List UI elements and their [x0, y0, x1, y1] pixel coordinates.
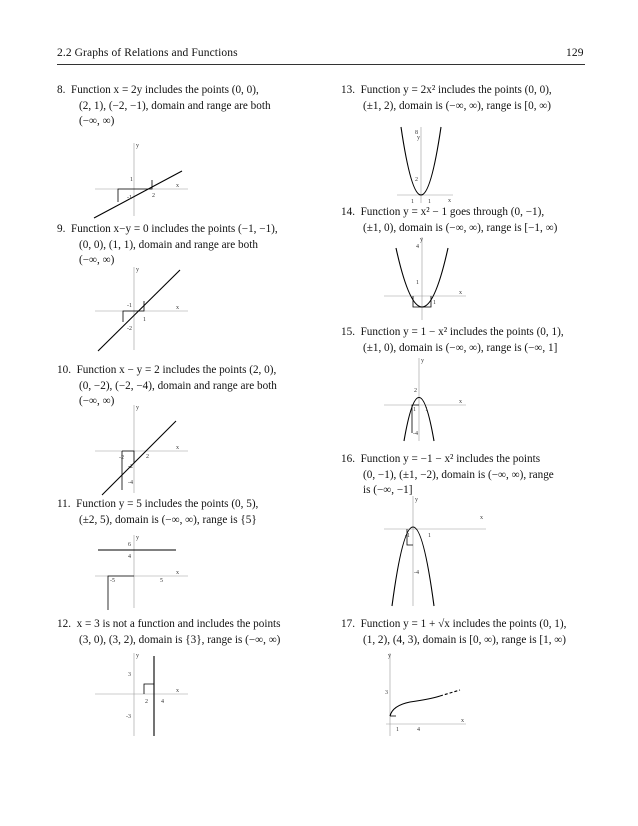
problem-13	[341, 83, 591, 114]
tick-label: -1	[127, 303, 132, 309]
problem-text-line: (−∞, ∞)	[79, 395, 115, 408]
running-header-title: 2.2 Graphs of Relations and Functions	[57, 47, 238, 59]
problem-text-line: (3, 0), (3, 2), domain is {3}, range is (−∞, ∞)	[79, 633, 281, 646]
sqrt-curve	[390, 696, 440, 716]
tick-label: -3	[126, 714, 131, 720]
problem-number: 13.	[341, 84, 355, 96]
problem-17	[341, 617, 591, 648]
problem-text-line: Function y = −1 − x² includes the points	[360, 453, 541, 465]
problem-14	[341, 205, 591, 236]
x-axis-label: x	[448, 198, 451, 204]
y-axis-label: y	[136, 535, 139, 541]
y-axis-label: y	[388, 653, 391, 659]
problem-text-line: (±1, 2), domain is (−∞, ∞), range is [0, ∞)	[363, 99, 551, 112]
tick-label: -2	[127, 326, 132, 332]
problem-text-line: Function y = 5 includes the points (0, 5),	[76, 498, 259, 510]
tick-label: 2	[146, 454, 149, 460]
graph-problem-11	[90, 530, 200, 610]
x-axis-label: x	[459, 290, 462, 296]
page-number: 129	[566, 47, 584, 59]
problem-number: 17.	[341, 618, 355, 630]
tick-label: 1	[411, 199, 414, 205]
x-axis-label: x	[459, 399, 462, 405]
problem-text-line: Function y = 2x² includes the points (0, 0),	[360, 84, 552, 96]
tick-label: 1	[428, 199, 431, 205]
x-axis-label: x	[480, 515, 483, 521]
problem-number: 8.	[57, 84, 66, 96]
problem-text-line: (±1, 0), domain is (−∞, ∞), range is [−1, ∞)	[363, 221, 558, 234]
tick-label: -1	[405, 533, 410, 539]
problem-text-line: (0, −1), (±1, −2), domain is (−∞, ∞), range	[363, 468, 554, 481]
tick-label: 8	[415, 130, 418, 136]
problem-text-line: (−∞, ∞)	[79, 115, 115, 128]
header-rule	[57, 64, 585, 65]
problem-text-line: Function x − y = 2 includes the points (2, 0),	[76, 364, 277, 376]
tick-label: 2	[414, 388, 417, 394]
graph-problem-8	[90, 138, 200, 218]
problem-text-line: Function y = 1 + √x includes the points (0, 1),	[360, 618, 567, 630]
problem-number: 16.	[341, 453, 355, 465]
tick-label: -4	[413, 431, 418, 437]
point-guide-lines	[118, 180, 152, 202]
x-axis-label: x	[176, 445, 179, 451]
tick-label: 1	[428, 533, 431, 539]
tick-label: 4	[128, 554, 131, 560]
tick-label: 3	[128, 672, 131, 678]
x-axis-label: x	[176, 688, 179, 694]
problem-12	[57, 617, 313, 648]
x-axis-label: x	[461, 718, 464, 724]
y-axis-label: y	[136, 267, 139, 273]
tick-label: 2	[145, 699, 148, 705]
tick-label: -2	[128, 464, 133, 470]
y-axis-label: y	[420, 237, 423, 243]
problem-text-line: Function y = 1 − x² includes the points (0, 1),	[360, 326, 564, 338]
problem-16	[341, 452, 591, 499]
graph-problem-13	[395, 123, 455, 205]
problem-text-line: Function y = x² − 1 goes through (0, −1),	[360, 206, 545, 218]
tick-label: 1	[130, 177, 133, 183]
sqrt-curve-extension	[440, 690, 460, 696]
tick-label: 2	[415, 177, 418, 183]
graph-problem-9	[90, 262, 200, 352]
problem-text-line: (0, 0), (1, 1), domain and range are both	[79, 238, 258, 251]
tick-label: 3	[385, 690, 388, 696]
tick-label: -2	[119, 455, 124, 461]
y-axis-label: y	[417, 135, 420, 141]
tick-label: -4	[414, 570, 419, 576]
tick-label: -4	[128, 480, 133, 486]
tick-label: 6	[128, 542, 131, 548]
problem-number: 12.	[57, 618, 71, 630]
graph-line	[98, 270, 180, 351]
graph-problem-17	[382, 650, 472, 740]
x-axis-label: x	[176, 183, 179, 189]
tick-label: 5	[160, 578, 163, 584]
graph-problem-12	[90, 648, 200, 738]
graph-line	[94, 171, 182, 218]
tick-label: 1	[413, 407, 416, 413]
problem-8	[57, 83, 313, 130]
tick-label: -5	[110, 578, 115, 584]
problem-number: 11.	[57, 498, 71, 510]
problem-11	[57, 497, 313, 528]
x-axis-label: x	[176, 305, 179, 311]
problem-text-line: (±2, 5), domain is (−∞, ∞), range is {5}	[79, 513, 257, 526]
x-axis-label: x	[176, 570, 179, 576]
y-axis-label: y	[421, 358, 424, 364]
problem-text-line: (0, −2), (−2, −4), domain and range are both	[79, 379, 277, 392]
y-axis-label: y	[136, 653, 139, 659]
graph-problem-10	[90, 400, 200, 495]
problem-number: 14.	[341, 206, 355, 218]
tick-label: 4	[161, 699, 164, 705]
tick-label: 1	[433, 300, 436, 306]
problem-text-line: x = 3 is not a function and includes the points	[76, 618, 281, 630]
problem-number: 10.	[57, 364, 71, 376]
tick-label: 1	[396, 727, 399, 733]
problem-text-line: Function x = 2y includes the points (0, 0),	[70, 84, 259, 96]
y-axis-label: y	[415, 497, 418, 503]
y-axis-label: y	[136, 405, 139, 411]
tick-label: 1	[416, 280, 419, 286]
graph-line	[102, 421, 176, 495]
graph-problem-16	[380, 493, 490, 608]
point-guide-lines	[144, 684, 154, 694]
graph-problem-15	[380, 355, 470, 445]
problem-text-line: (±1, 0), domain is (−∞, ∞), range is (−∞, 1]	[363, 341, 558, 354]
graph-problem-14	[380, 234, 470, 324]
problem-15	[341, 325, 591, 356]
problem-text-line: (1, 2), (4, 3), domain is [0, ∞), range is [1, ∞)	[363, 633, 566, 646]
problem-text-line: Function x−y = 0 includes the points (−1, −1),	[70, 223, 278, 235]
tick-label: 1	[143, 317, 146, 323]
problem-number: 15.	[341, 326, 355, 338]
problem-text-line: (−∞, ∞)	[79, 254, 115, 267]
tick-label: 4	[416, 244, 419, 250]
problem-text-line: (2, 1), (−2, −1), domain and range are both	[79, 99, 271, 112]
problem-number: 9.	[57, 223, 66, 235]
problem-text-line: is (−∞, −1]	[363, 484, 413, 497]
tick-label: 4	[417, 727, 420, 733]
tick-label: 2	[152, 193, 155, 199]
tick-label: 1	[425, 407, 428, 413]
tick-label: -1	[127, 195, 132, 201]
y-axis-label: y	[136, 143, 139, 149]
